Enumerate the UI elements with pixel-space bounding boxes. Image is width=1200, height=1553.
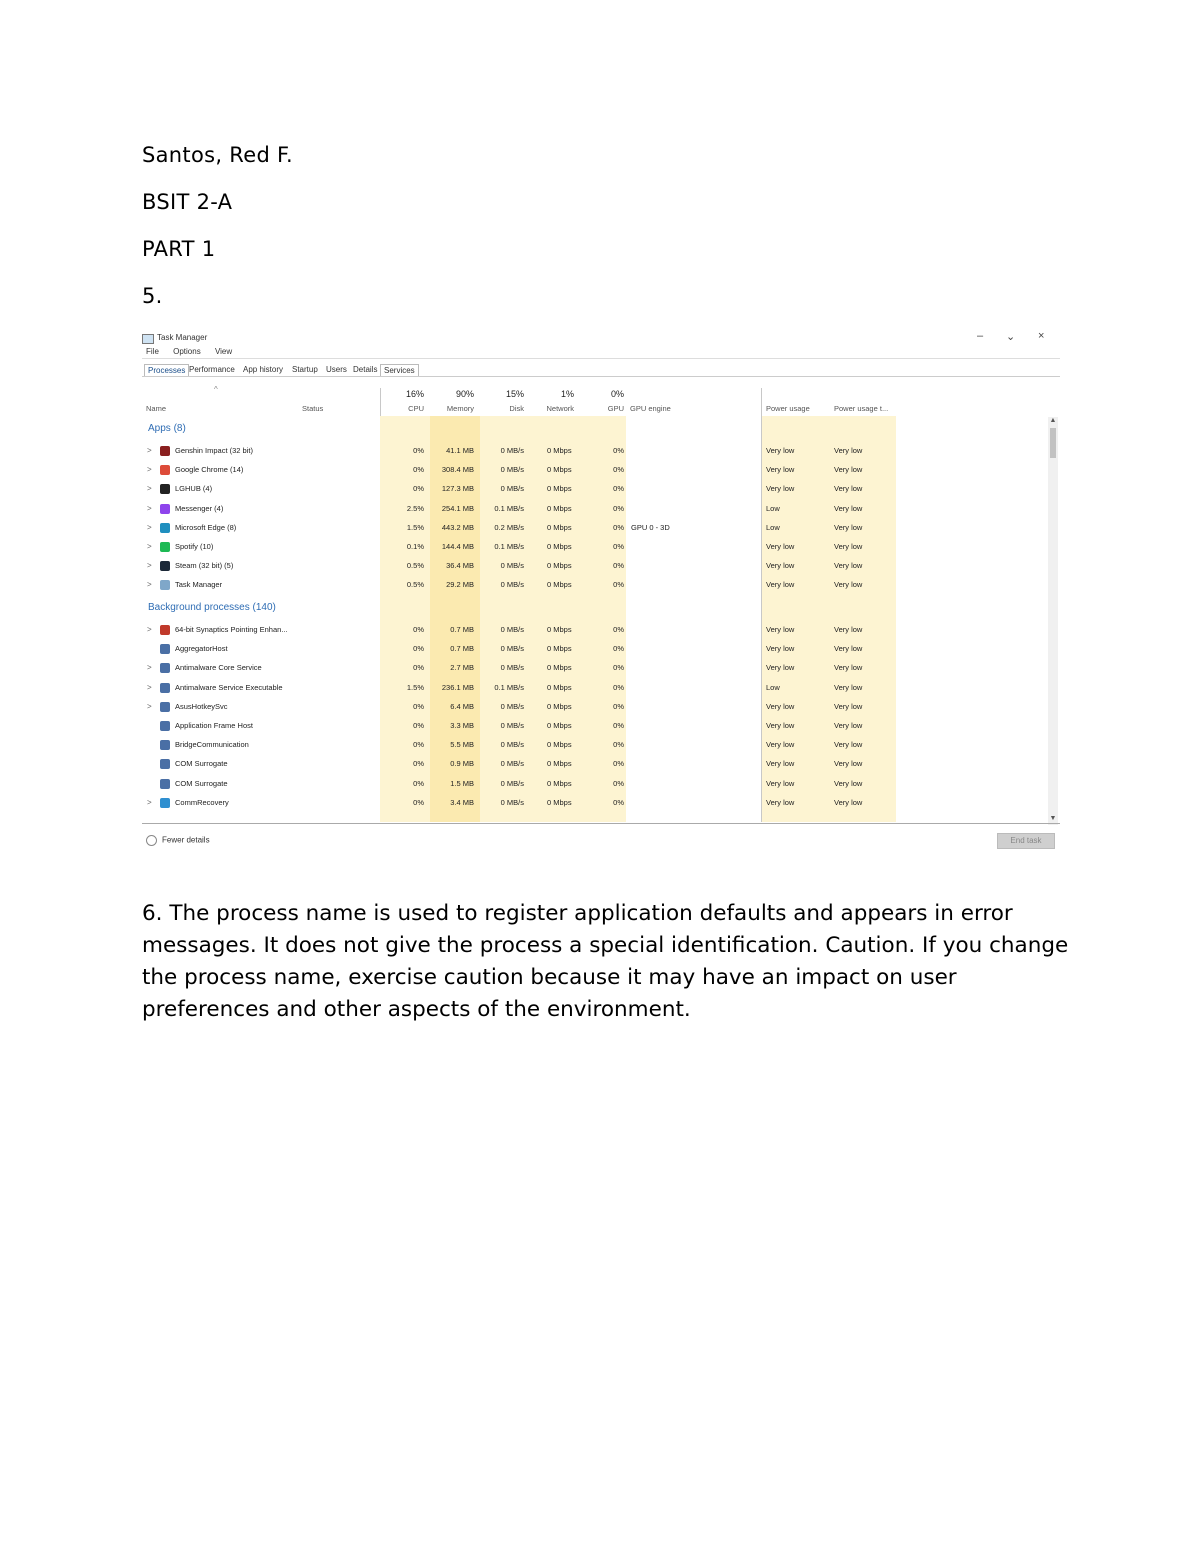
cpu-value: 0% (413, 663, 424, 673)
task-manager-screenshot (142, 330, 1060, 852)
memory-value: 144.4 MB (441, 542, 474, 551)
process-grid (142, 416, 1060, 822)
comm-recovery-icon (160, 798, 170, 808)
disk-value: 0.1 MB/s (494, 542, 524, 551)
gpu-value: 0% (613, 721, 624, 730)
process-row[interactable] (142, 640, 1042, 659)
disk-value: 0 MB/s (500, 721, 524, 730)
process-row[interactable] (142, 576, 1042, 595)
memory-value: 1.5 MB (450, 778, 474, 788)
steam-icon (160, 561, 170, 571)
gpu-value: 0% (613, 797, 624, 807)
power-usage-value: Very low (766, 644, 795, 654)
restore-button[interactable]: ⌄ (1006, 331, 1016, 343)
process-row[interactable] (142, 538, 1042, 557)
part-label: PART 1 (142, 237, 216, 261)
power-trend-value: Very low (834, 701, 863, 711)
process-row[interactable] (142, 519, 1042, 538)
disk-value: 0 MB/s (500, 740, 524, 750)
process-row[interactable] (142, 717, 1042, 736)
process-name: Application Frame Host (175, 721, 253, 730)
window-icon (160, 721, 170, 731)
network-value: 0 Mbps (547, 580, 572, 590)
process-name: Spotify (10) (175, 542, 214, 551)
tab-performance[interactable]: Performance (189, 365, 235, 374)
cpu-value: 1.5% (406, 682, 424, 692)
chevron-right-icon[interactable]: > (147, 503, 152, 513)
network-value: 0 Mbps (547, 446, 572, 455)
process-row[interactable] (142, 442, 1042, 461)
network-value: 0 Mbps (547, 740, 572, 750)
col-memory[interactable]: Memory (446, 404, 474, 413)
col-cpu-pct: 16% (405, 389, 424, 399)
chevron-right-icon[interactable]: > (147, 522, 152, 532)
chevron-up-icon (146, 835, 157, 846)
gpu-value: 0% (613, 740, 624, 750)
col-network[interactable]: Network (546, 404, 574, 413)
cpu-value: 0% (413, 740, 424, 750)
gpu-value: 0% (613, 644, 624, 654)
chevron-right-icon[interactable]: > (147, 542, 152, 551)
power-trend-value: Very low (834, 797, 863, 807)
window-icon (160, 702, 170, 712)
item-5-label: 5. (142, 284, 163, 308)
cpu-value: 0% (413, 721, 424, 730)
messenger-icon (160, 504, 170, 514)
chevron-right-icon[interactable]: > (147, 663, 152, 673)
col-gpu[interactable]: GPU (607, 404, 624, 413)
disk-value: 0 MB/s (500, 778, 524, 788)
lghub-icon (160, 484, 170, 494)
power-trend-value: Very low (834, 446, 863, 455)
power-trend-value: Very low (834, 740, 863, 750)
power-usage-value: Very low (766, 542, 795, 551)
power-trend-value: Very low (834, 503, 863, 513)
power-trend-value: Very low (834, 759, 863, 769)
background-group-header[interactable] (142, 599, 1042, 618)
disk-value: 0 MB/s (500, 797, 524, 807)
network-value: 0 Mbps (547, 484, 572, 494)
disk-value: 0 MB/s (500, 644, 524, 654)
disk-value: 0.1 MB/s (494, 503, 524, 513)
power-trend-value: Very low (834, 682, 863, 692)
window-icon (160, 663, 170, 673)
network-value: 0 Mbps (547, 644, 572, 654)
menu-view[interactable]: View (214, 347, 233, 356)
disk-value: 0 MB/s (500, 561, 524, 571)
item-6-answer: 6. The process name is used to register application defaults and appears in error messages. It does not give the process a special identification. Caution. If you change the process name, exercise caution because it may have an impact on user preferences and other aspects of the environment. (142, 901, 1069, 1022)
close-button[interactable]: × (1038, 330, 1045, 342)
tab-details[interactable]: Details (353, 365, 378, 374)
window-title: Task Manager (157, 333, 208, 342)
process-row[interactable] (142, 557, 1042, 576)
chevron-right-icon[interactable]: > (147, 797, 152, 807)
task-manager-icon (160, 580, 170, 590)
process-name: Google Chrome (14) (175, 465, 244, 475)
cpu-value: 0.5% (406, 580, 424, 590)
process-row[interactable] (142, 775, 1042, 794)
power-trend-value: Very low (834, 580, 863, 590)
col-disk-pct: 15% (505, 389, 524, 399)
power-trend-value: Very low (834, 522, 863, 532)
power-usage-value: Very low (766, 580, 795, 590)
gpu-value: 0% (613, 663, 624, 673)
menu-file[interactable]: File (146, 347, 159, 356)
disk-value: 0 MB/s (500, 465, 524, 475)
power-usage-value: Very low (766, 759, 795, 769)
process-name: Genshin Impact (32 bit) (175, 446, 253, 455)
power-usage-value: Very low (766, 663, 795, 673)
network-value: 0 Mbps (547, 721, 572, 730)
window-icon (160, 644, 170, 654)
section-label: BSIT 2-A (142, 190, 233, 214)
process-row[interactable] (142, 698, 1042, 717)
memory-value: 29.2 MB (446, 580, 474, 590)
power-trend-value: Very low (834, 465, 863, 475)
process-name: Steam (32 bit) (5) (175, 561, 234, 571)
menu-options[interactable]: Options (173, 347, 201, 356)
background-group-title: Background processes (140) (148, 602, 276, 613)
menu-divider (142, 358, 1060, 359)
process-name: LGHUB (4) (175, 484, 213, 494)
memory-value: 5.5 MB (450, 740, 474, 750)
process-row[interactable] (142, 659, 1042, 678)
gpu-value: 0% (613, 542, 624, 551)
cpu-value: 0% (413, 778, 424, 788)
col-gpu-engine[interactable]: GPU engine (630, 404, 671, 413)
power-usage-value: Very low (766, 465, 795, 475)
tab-bar (142, 363, 1060, 377)
col-network-pct: 1% (560, 389, 574, 399)
col-power-usage[interactable]: Power usage (766, 404, 810, 413)
power-trend-value: Very low (834, 644, 863, 654)
scroll-down-icon[interactable]: ▼ (1049, 815, 1057, 822)
process-row[interactable] (142, 736, 1042, 755)
memory-value: 0.9 MB (450, 759, 474, 769)
vertical-scrollbar[interactable] (1048, 417, 1058, 825)
power-usage-value: Very low (766, 625, 795, 634)
network-value: 0 Mbps (547, 682, 572, 692)
window-icon (160, 759, 170, 769)
process-name: COM Surrogate (175, 778, 228, 788)
power-usage-value: Very low (766, 721, 795, 730)
process-name: Antimalware Core Service (175, 663, 262, 673)
edge-icon (160, 523, 170, 533)
memory-value: 36.4 MB (446, 561, 474, 571)
end-task-button[interactable]: End task (997, 833, 1055, 849)
window-icon (160, 779, 170, 789)
cpu-value: 0.5% (406, 561, 424, 571)
spotify-icon (160, 542, 170, 552)
process-name: Microsoft Edge (8) (175, 522, 237, 532)
gpu-value: 0% (613, 465, 624, 475)
network-value: 0 Mbps (547, 759, 572, 769)
process-name: Messenger (4) (175, 503, 224, 513)
network-value: 0 Mbps (547, 797, 572, 807)
task-manager-icon (142, 334, 154, 344)
cpu-value: 1.5% (406, 522, 424, 532)
gpu-value: 0% (613, 580, 624, 590)
network-value: 0 Mbps (547, 663, 572, 673)
network-value: 0 Mbps (547, 778, 572, 788)
gpu-value: 0% (613, 701, 624, 711)
power-trend-value: Very low (834, 561, 863, 571)
cpu-value: 0% (413, 484, 424, 494)
power-trend-value: Very low (834, 484, 863, 494)
sort-caret-icon: ^ (214, 385, 218, 394)
process-name: Antimalware Service Executable (175, 682, 283, 692)
power-usage-value: Very low (766, 446, 795, 455)
col-name[interactable]: Name (146, 404, 167, 413)
col-disk[interactable]: Disk (509, 404, 524, 413)
memory-value: 0.7 MB (450, 625, 474, 634)
power-usage-value: Very low (766, 797, 795, 807)
power-trend-value: Very low (834, 778, 863, 788)
gpu-value: 0% (613, 484, 624, 494)
chevron-right-icon[interactable]: > (147, 561, 152, 571)
col-memory-pct: 90% (455, 389, 474, 399)
disk-value: 0 MB/s (500, 580, 524, 590)
window-icon (160, 683, 170, 693)
memory-value: 41.1 MB (446, 446, 474, 455)
apps-group-title: Apps (8) (148, 423, 186, 434)
apps-group-header[interactable] (142, 420, 1042, 439)
gpu-value: 0% (613, 503, 624, 513)
process-name: AsusHotkeySvc (175, 701, 228, 711)
genshin-icon (160, 446, 170, 456)
process-name: COM Surrogate (175, 759, 228, 769)
power-trend-value: Very low (834, 542, 863, 551)
chevron-right-icon[interactable]: > (147, 484, 152, 494)
tab-users[interactable]: Users (326, 365, 347, 374)
process-name: CommRecovery (175, 797, 229, 807)
network-value: 0 Mbps (547, 465, 572, 475)
footer-divider (142, 823, 1060, 824)
gpu-value: 0% (613, 446, 624, 455)
gpu-value: 0% (613, 625, 624, 634)
process-row[interactable] (142, 794, 1042, 813)
power-usage-value: Very low (766, 701, 795, 711)
process-name: AggregatorHost (175, 644, 228, 654)
memory-value: 3.3 MB (450, 721, 474, 730)
power-usage-value: Low (766, 503, 780, 513)
cpu-value: 0% (413, 625, 424, 634)
gpu-value: 0% (613, 561, 624, 571)
chevron-right-icon[interactable]: > (147, 580, 152, 590)
col-power-trend[interactable]: Power usage t... (834, 404, 889, 413)
gpu-engine-value: GPU 0 - 3D (631, 522, 670, 532)
col-status[interactable]: Status (302, 404, 324, 413)
memory-value: 308.4 MB (441, 465, 474, 475)
student-name: Santos, Red F. (142, 143, 294, 167)
process-name: Task Manager (175, 580, 223, 590)
cpu-value: 0.1% (406, 542, 424, 551)
cpu-value: 0% (413, 797, 424, 807)
memory-value: 127.3 MB (441, 484, 474, 494)
network-value: 0 Mbps (547, 542, 572, 551)
window-icon (160, 740, 170, 750)
gpu-value: 0% (613, 682, 624, 692)
title-bar (142, 332, 1060, 344)
tab-processes[interactable]: Processes (144, 364, 189, 376)
memory-value: 0.7 MB (450, 644, 474, 654)
process-row[interactable] (142, 461, 1042, 480)
chevron-right-icon[interactable]: > (147, 701, 152, 711)
cpu-value: 2.5% (406, 503, 424, 513)
process-row[interactable] (142, 500, 1042, 519)
memory-value: 2.7 MB (450, 663, 474, 673)
process-row[interactable] (142, 679, 1042, 698)
network-value: 0 Mbps (547, 561, 572, 571)
gpu-value: 0% (613, 778, 624, 788)
memory-value: 3.4 MB (450, 797, 474, 807)
cpu-value: 0% (413, 446, 424, 455)
synaptics-icon (160, 625, 170, 635)
tab-services[interactable]: Services (380, 364, 419, 376)
power-usage-value: Low (766, 522, 780, 532)
power-trend-value: Very low (834, 625, 863, 634)
network-value: 0 Mbps (547, 522, 572, 532)
tab-startup[interactable]: Startup (292, 365, 318, 374)
network-value: 0 Mbps (547, 503, 572, 513)
disk-value: 0 MB/s (500, 759, 524, 769)
network-value: 0 Mbps (547, 625, 572, 634)
memory-value: 6.4 MB (450, 701, 474, 711)
power-trend-value: Very low (834, 663, 863, 673)
fewer-details-button[interactable] (146, 835, 210, 846)
menu-bar (146, 347, 244, 357)
power-usage-value: Low (766, 682, 780, 692)
process-row[interactable] (142, 621, 1042, 640)
power-usage-value: Very low (766, 561, 795, 571)
chevron-right-icon[interactable]: > (147, 682, 152, 692)
gpu-value: 0% (613, 759, 624, 769)
minimize-button[interactable]: – (977, 330, 984, 342)
cpu-value: 0% (413, 465, 424, 475)
chrome-icon (160, 465, 170, 475)
chevron-right-icon[interactable]: > (147, 465, 152, 475)
tab-app-history[interactable]: App history (243, 365, 284, 374)
memory-value: 254.1 MB (441, 503, 474, 513)
chevron-right-icon[interactable]: > (147, 446, 152, 455)
cpu-value: 0% (413, 759, 424, 769)
cpu-value: 0% (413, 701, 424, 711)
disk-value: 0 MB/s (500, 701, 524, 711)
fewer-details-label: Fewer details (162, 835, 210, 845)
disk-value: 0.2 MB/s (494, 522, 524, 532)
disk-value: 0 MB/s (500, 625, 524, 634)
disk-value: 0 MB/s (500, 484, 524, 494)
process-name: BridgeCommunication (175, 740, 249, 750)
network-value: 0 Mbps (547, 701, 572, 711)
gpu-value: 0% (613, 522, 624, 532)
process-row[interactable] (142, 480, 1042, 499)
power-usage-value: Very low (766, 778, 795, 788)
cpu-value: 0% (413, 644, 424, 654)
col-gpu-pct: 0% (610, 389, 624, 399)
process-name: 64-bit Synaptics Pointing Enhan... (175, 625, 288, 634)
chevron-right-icon[interactable]: > (147, 625, 152, 634)
disk-value: 0 MB/s (500, 446, 524, 455)
col-cpu[interactable]: CPU (408, 404, 424, 413)
power-trend-value: Very low (834, 721, 863, 730)
process-row[interactable] (142, 755, 1042, 774)
power-usage-value: Very low (766, 740, 795, 750)
power-usage-value: Very low (766, 484, 795, 494)
scroll-up-icon[interactable]: ▲ (1049, 417, 1057, 424)
disk-value: 0 MB/s (500, 663, 524, 673)
memory-value: 236.1 MB (441, 682, 474, 692)
disk-value: 0.1 MB/s (494, 682, 524, 692)
scroll-thumb[interactable] (1050, 428, 1056, 458)
memory-value: 443.2 MB (441, 522, 474, 532)
